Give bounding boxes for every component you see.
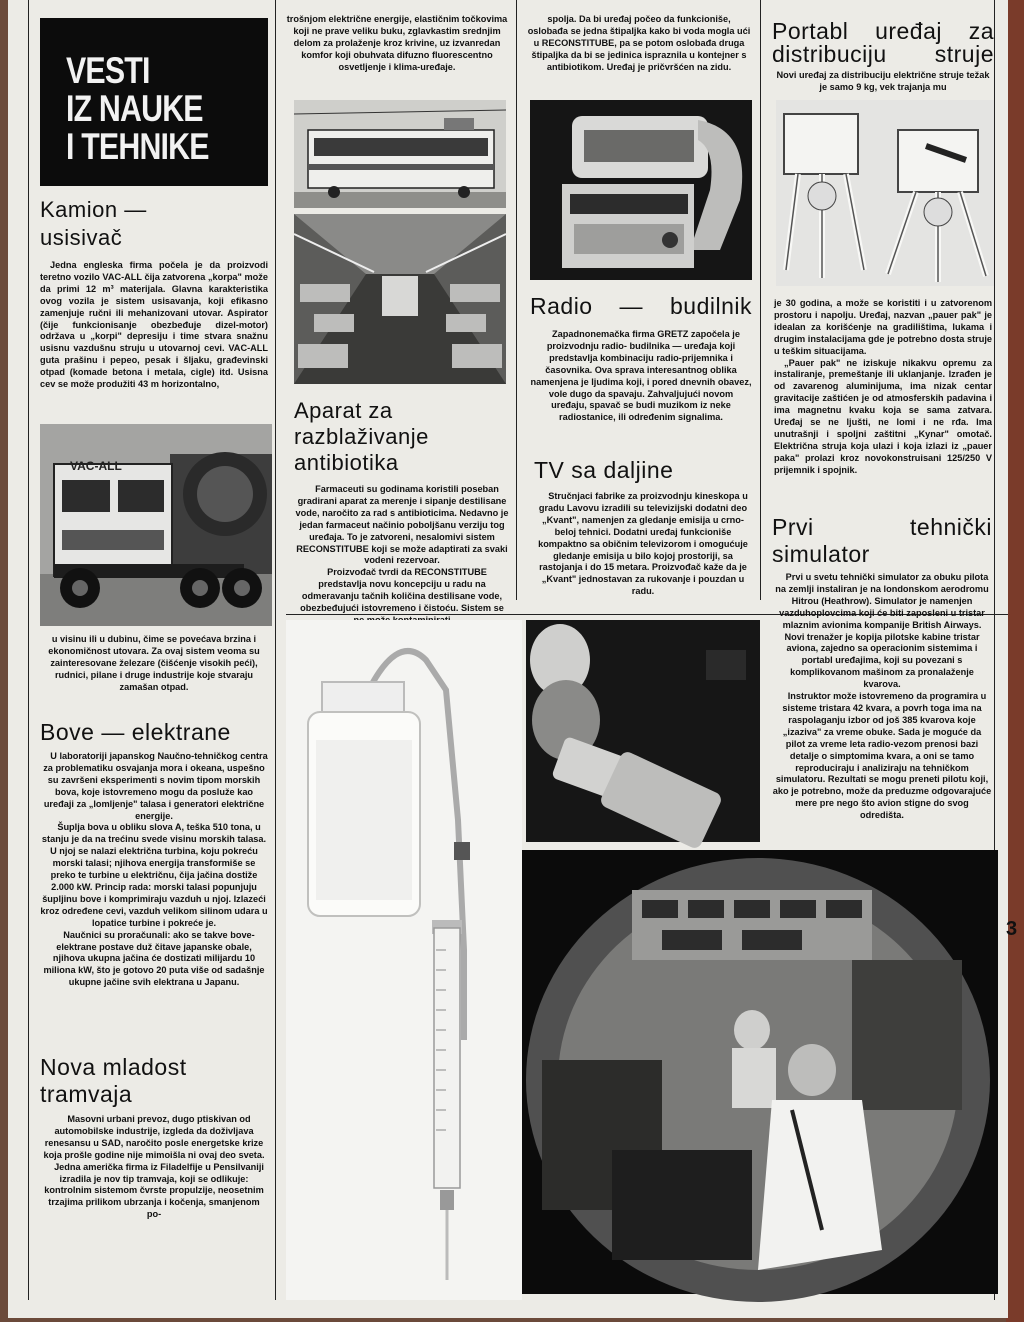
article-paragraph: „Pauer pak" ne iziskuje nikakvu opremu za instaliranje, premeštanje ili uklanjanje. Izrađen je od zavarenog aluminijuma, ima nizak centar gravitacije zaštićen je od atmosferskih padavina i ima magnetnu kvaku koja se sama zatvara. Uređaj se ne ljušti, ne lomi i ne rđa. Ima unutrašnji i spoljni zaštitni „Kynar" omotač. Električna struja koja ulazi i koja izlazi iz „pauer paka" prolazi kroz novokonstruisani 125/250 V prijemnik i spojnik. — [774, 357, 992, 475]
article-paragraph: Instruktor može istovremeno da programira u sisteme tristara 42 kvara, a povrh toga ima na raspolaganju izbor od još 385 kvarova koje „izaziva" za vreme obuke. Sada je moguće da pilot za vreme leta radio-vezom prenosi bazi detalje o simptomima kvara, a oni se tamo reproduciraju i analiziraju na tehničkom simulatoru. Rezultati se mogu preneti pilotu koji, ako je potrebno, može da preduzme odgovarajuće mere pre nego što avion stigne do svog odredišta. — [772, 691, 992, 821]
article-bove — [40, 720, 268, 989]
power-pack-photo — [776, 100, 994, 286]
masthead-block — [40, 18, 268, 186]
masthead-line-3: I TEHNIKE — [66, 126, 209, 167]
article-tv — [534, 458, 752, 598]
article-title: TV sa daljine — [534, 457, 674, 483]
article-paragraph: Zapadnonemačka firma GRETZ započela je proizvodnju radio- budilnika — uređaja koji predstavlja kombinaciju radio-prijemnika i časovnika. Ova sprava interesantnog oblika namenjena je ljudima koji, i pored dnevnih obavez, vole dugo da spavaju. Zahvaljujući novom uređaju, spavač se budi muzikom iz neke radiostanice, ili određenim signalima. — [530, 329, 752, 423]
article-portabl — [772, 20, 994, 94]
article-paragraph: Jedna američka firma iz Filadelfije u Pensilvaniji izradila je nov tip tramvaja, koji se odlikuje: kontrolnim sistemom čvrste propulzije, neosetnim trzajima prilikom ubrzanja i kočenja, smanjenom po- — [44, 1161, 264, 1220]
masthead-line-1: VESTI — [66, 50, 150, 91]
article-paragraph: Masovni urbani prevoz, dugo ptiskivan od automobilske industrije, izgleda da doživljava renesansu u SAD, naročito posle energetske krize koja prošle godine nije mimoišla ni ovaj deo sveta. — [43, 1114, 265, 1160]
article-paragraph: Farmaceuti su godinama koristili poseban gradirani aparat za merenje i sipanje destilisane vode, naročito za rad s antibioticima. Nedavno je jedan farmaceut načinio poboljšanu verziju tog uređaja. To je zatvoreni, nesalomivi sistem RECONSTITUBE koji se može adaptirati za svaki vodeni rezervoar. — [295, 484, 509, 566]
truck-label: VAC-ALL — [70, 459, 122, 473]
article-simulator — [772, 514, 992, 822]
magazine-page — [8, 0, 1018, 1318]
article-tramvaj — [40, 1054, 268, 1221]
article-title: Radio — budilnik — [530, 293, 752, 319]
column-rule — [28, 0, 29, 1300]
column-rule — [275, 0, 276, 1300]
article-paragraph: Jedna engleska firma počela je da proizvodi teretno vozilo VAC-ALL čija zatvorena „korpa" može da primi 12 m³ materijala. Glavna karakteristika ovog vozila je sistem usisavanja, koji efikasno zamenjuje ručni ili mehanizovani utovar. Aspirator (čije funkcionisanje obezbeđuje dizel-motor) održava u „korpi" depresiju i time stvara snažnu usisnu vazdušnu struju u utovarnoj cevi. VAC-ALL guta prašinu i pepeo, pesak i šljaku, građevinski otpad (komade betona i metala, cigle) itd. Usisna cev se može produžiti 43 m horizontalno, — [40, 260, 268, 390]
masthead-line-2: IZ NAUKE — [66, 88, 203, 129]
article-portabl-continued — [774, 298, 992, 477]
article-antibiotik-continued — [526, 14, 752, 74]
article-title: Nova mladost tramvaja — [40, 1054, 187, 1107]
article-paragraph: spolja. Da bi uređaj počeo da funkcioniše, oslobađa se jedna štipaljka kako bi voda mogla ući u RECONSTITUBE, pa se potom oslobađa druga štipaljka da bi se jedinica ispraznila u kontejner s antibiotikom. Uređaj je pričvršćen na zidu. — [527, 14, 751, 72]
article-antibiotik — [294, 398, 510, 627]
article-title: Bove — elektrane — [40, 719, 231, 745]
reconstitube-photo — [286, 620, 522, 1300]
article-title: Aparat za razblaživanje antibiotika — [294, 398, 429, 475]
article-kamion-continued — [40, 634, 268, 694]
article-paragraph: Stručnjaci fabrike za proizvodnju kineskopa u gradu Lavovu izradili su televizijski dodatni deo „Kvant", namenjen za gledanje emisija u crno-belој tehnici. Dodatni uređaj funkcioniše kompaktno sa običnim televizorom i omogućuje gledanje emisija u bilo kojoj prostoriji, sa rastojanja i do 15 metara. Proizvođač kaže da je „Kvant" jednostavan za rukovanje i pouzdan u radu. — [538, 491, 748, 597]
tv-remote-photo — [526, 620, 760, 842]
article-paragraph: U laboratoriji japanskog Naučno-tehničkog centra za problematiku osvajanja mora i okeana, uspešno su završeni eksperimenti s novim tipom morskih bova, koje istovremeno mogu da posluže kao uređaji za „lomljenje" talasa i generatori električne energije. — [43, 751, 268, 821]
tram-interior-photo — [294, 214, 506, 384]
article-paragraph: Proizvođač tvrdi da RECONSTITUBE predstavlja novu koncepciju u radu na odmeravanju tačnih količina destilisane vode, obezbeđujući istovremeno i čistoću. Sistem se — [300, 567, 504, 614]
binding-edge — [1006, 0, 1024, 1322]
article-paragraph: je 30 godina, a može se koristiti i u zatvorenom prostoru i napolju. Uređaj, nazvan „pauer pak" je idealan za korišćenje na gradilištima, lukama i drugim instalacijama gde je potrebno dosta struje u teškim situacijama. — [774, 298, 992, 356]
radio-alarm-photo — [530, 100, 752, 280]
article-paragraph: trošnjom električne energije, elastičnim točkovima koji ne prave veliku buku, zglavkastim srednjim delom za prolaženje kroz krivine, uz izvanredan komfor koji obuhvata difuzno fluorescentno osvetljenje i klima-uređaje. — [286, 14, 508, 72]
column-rule — [760, 0, 761, 600]
article-title: Prvi tehnički simulator — [772, 514, 992, 567]
article-paragraph: Naučnici su proračunali: ako se takve bove-elektrane postave duž čitave japanske obale, njihova ukupna jačina će dostizati milijardu 10 miliona kW, što je gotovo 20 puta više od sadašnje ukupne jačine svih elektrana u Japanu. — [43, 929, 265, 988]
article-tramvaj-continued — [286, 14, 508, 74]
column-rule — [516, 0, 517, 600]
article-paragraph: Prvi u svetu tehnički simulator za obuku pilota na zemlji instaliran je na londonskom aerodromu Hitrou (Heathrow). Simulator je namenjen vazduhoplovcima koji će biti zaposleni u tristar mlaznim avionima kompanije British Airways. Novi trenažer je kopija pilotske kabine tristar aviona, zajedno sa operacionim sistemima i portabl uređajima, koji su povezani s komplikovanom mašinom za pronalaženje kvarova. — [775, 572, 989, 690]
tram-exterior-photo — [294, 100, 506, 208]
truck-photo — [40, 424, 272, 626]
article-radio — [530, 294, 752, 424]
article-paragraph: u visinu ili u dubinu, čime se povećava brzina i ekonomičnost utovara. Za ovaj sistem veoma su zainteresovane železare (čišćenje visokih peći), rudnici, pilane i druge industrije koje stvaraju zamašan otpad. — [48, 634, 260, 692]
page-number: 3 — [1006, 918, 1018, 940]
article-paragraph: Šuplja bova u obliku slova A, teška 510 tona, u stanju je da na trećinu svede visinu morskih talasa. U njoj se nalazi električna turbina, koju pokreću morski talasi; njihova energija transformiše se preko te turbine u električnu, čija jačina dostiže 2.000 kW. Princip rada: morski talasi popunjuju šupljinu bove i komprimiraju vazduh u njoj. Izlazeći kroz određene cevi, vazduh velikom silinom udara u lopatice turbine i pokreće je. — [40, 822, 268, 928]
simulator-cockpit-photo — [522, 850, 998, 1294]
article-title: Kamion — usisivač — [40, 197, 147, 250]
article-paragraph: Novi uređaj za distribuciju električne struje težak je samo 9 kg, vek trajanja mu — [776, 70, 990, 92]
article-kamion — [40, 196, 268, 391]
article-title: Portabl uređaj za distribuciju struje — [772, 18, 994, 67]
